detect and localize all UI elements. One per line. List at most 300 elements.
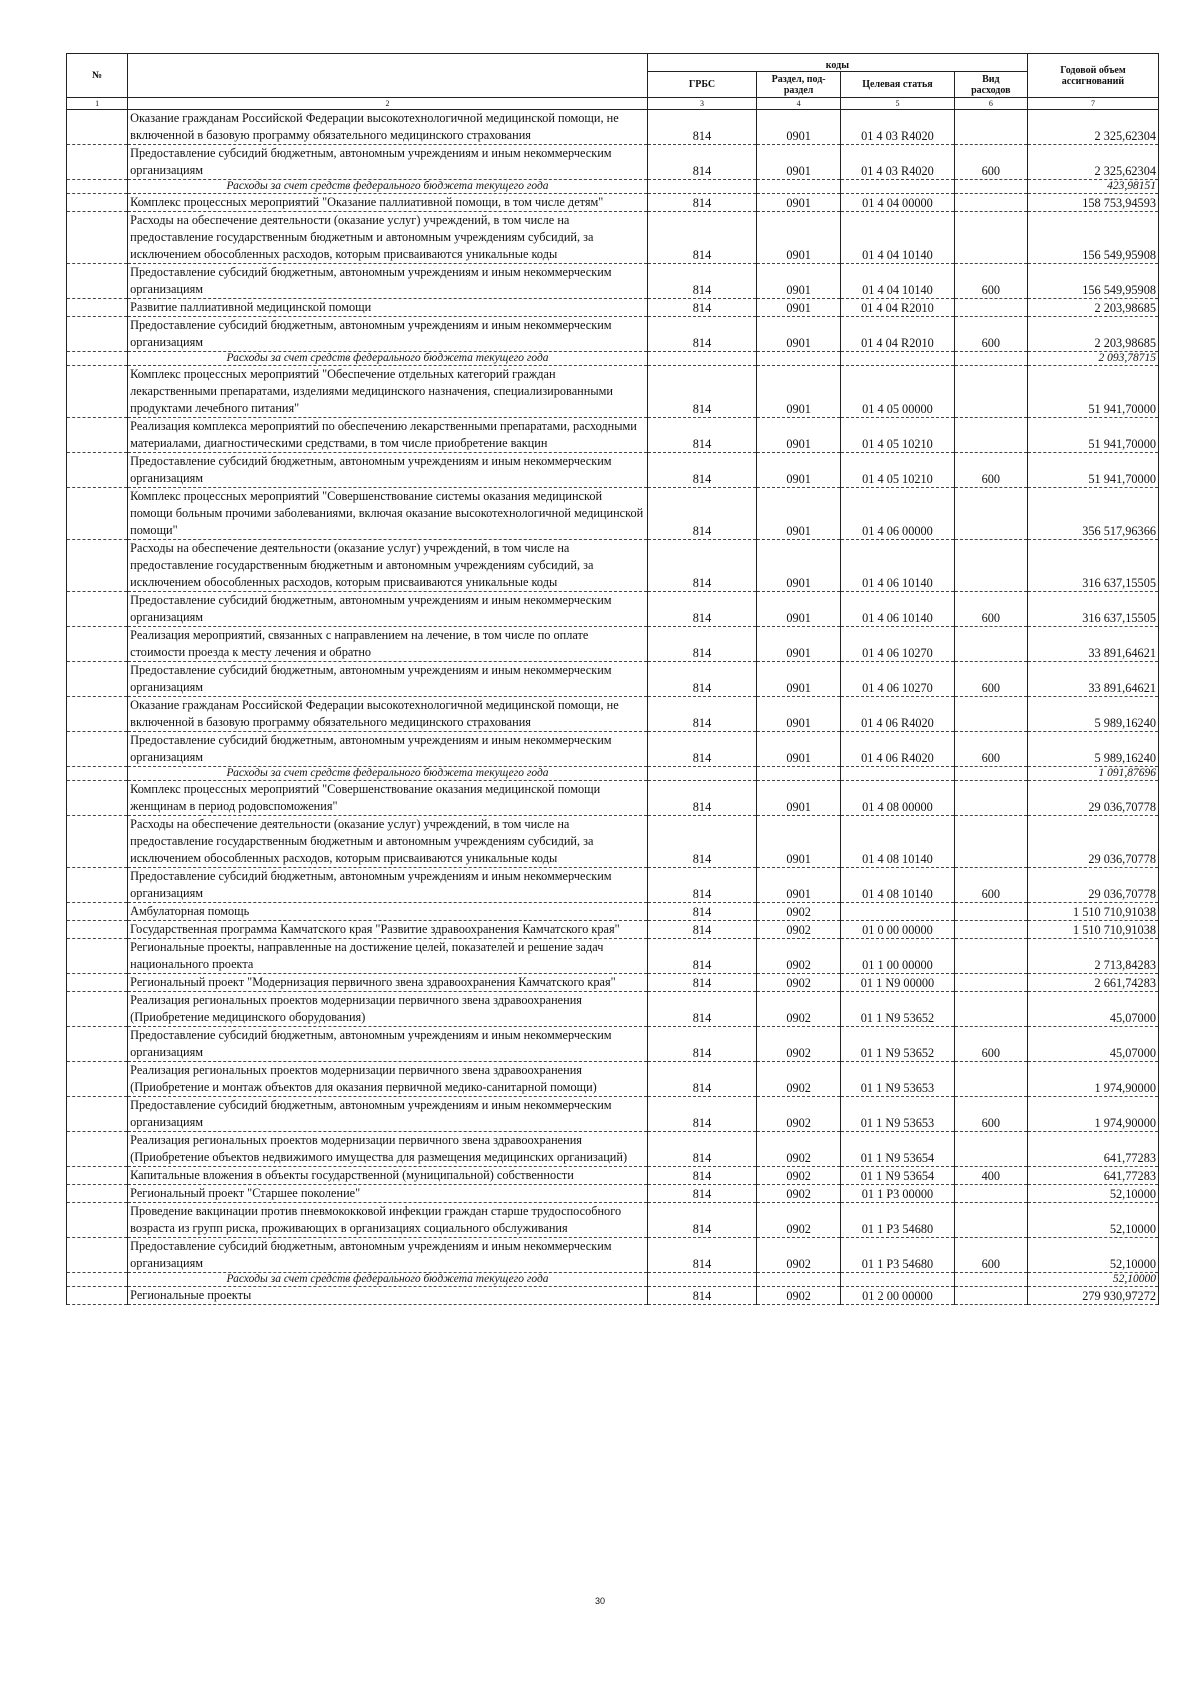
table-row: [67, 366, 1159, 418]
row-expense-type: [954, 697, 1027, 732]
row-razdel: 0901: [757, 627, 841, 662]
row-expense-type: [954, 418, 1027, 453]
row-razdel: 0902: [757, 1062, 841, 1097]
table-row: [67, 1027, 1159, 1062]
row-number-cell: [67, 1287, 128, 1305]
row-target-article: 01 4 05 00000: [841, 366, 955, 418]
row-name: Предоставление субсидий бюджетным, автономным учреждениям и иным некоммерческим организациям: [128, 732, 648, 767]
row-expense-type: [954, 1273, 1027, 1287]
row-target-article: 01 1 P3 54680: [841, 1238, 955, 1273]
row-grbs: 814: [647, 299, 756, 317]
row-expense-type: [954, 903, 1027, 921]
row-expense-type: 600: [954, 264, 1027, 299]
federal-budget-row: [67, 767, 1159, 781]
row-grbs: 814: [647, 974, 756, 992]
row-expense-type: 600: [954, 732, 1027, 767]
row-name: Предоставление субсидий бюджетным, автономным учреждениям и иным некоммерческим организациям: [128, 868, 648, 903]
column-number: 3: [647, 98, 756, 110]
row-number-cell: [67, 868, 128, 903]
row-number-cell: [67, 592, 128, 627]
row-number-cell: [67, 816, 128, 868]
table-row: [67, 816, 1159, 868]
row-name: Реализация комплекса мероприятий по обеспечению лекарственными препаратами, расходными материалами, диагностическими средствами, в том числе приобретение вакцин: [128, 418, 648, 453]
row-expense-type: [954, 1185, 1027, 1203]
row-grbs: 814: [647, 592, 756, 627]
row-amount: 316 637,15505: [1027, 592, 1158, 627]
row-name: Региональный проект "Старшее поколение": [128, 1185, 648, 1203]
table-row: [67, 540, 1159, 592]
row-number-cell: [67, 194, 128, 212]
row-grbs: 814: [647, 145, 756, 180]
row-amount: 52,10000: [1027, 1273, 1158, 1287]
row-razdel: 0901: [757, 816, 841, 868]
row-amount: 2 325,62304: [1027, 145, 1158, 180]
row-razdel: 0902: [757, 1185, 841, 1203]
row-number-cell: [67, 264, 128, 299]
row-name: Реализация региональных проектов модернизации первичного звена здравоохранения (Приобретение и монтаж объектов для оказания первичной медико-санитарной помощи): [128, 1062, 648, 1097]
row-name: Оказание гражданам Российской Федерации высокотехнологичной медицинской помощи, не включенной в базовую программу обязательного медицинского страхования: [128, 110, 648, 145]
row-razdel: [757, 767, 841, 781]
row-grbs: 814: [647, 662, 756, 697]
row-expense-type: 600: [954, 453, 1027, 488]
table-body: [67, 110, 1159, 1305]
row-number-cell: [67, 488, 128, 540]
row-target-article: [841, 1273, 955, 1287]
row-number-cell: [67, 540, 128, 592]
table-row: [67, 1097, 1159, 1132]
table-row: [67, 264, 1159, 299]
row-name: Проведение вакцинации против пневмококковой инфекции граждан старше трудоспособного возраста из групп риска, проживающих в организациях социального обслуживания: [128, 1203, 648, 1238]
row-razdel: 0901: [757, 110, 841, 145]
column-number: 4: [757, 98, 841, 110]
row-target-article: 01 0 00 00000: [841, 921, 955, 939]
row-target-article: [841, 903, 955, 921]
row-expense-type: [954, 921, 1027, 939]
table-row: [67, 110, 1159, 145]
row-amount: 1 091,87696: [1027, 767, 1158, 781]
row-grbs: 814: [647, 366, 756, 418]
row-razdel: [757, 352, 841, 366]
row-razdel: 0902: [757, 1132, 841, 1167]
row-expense-type: [954, 488, 1027, 540]
row-number-cell: [67, 939, 128, 974]
table-row: [67, 662, 1159, 697]
row-number-cell: [67, 697, 128, 732]
row-number-cell: [67, 299, 128, 317]
row-name: Предоставление субсидий бюджетным, автономным учреждениям и иным некоммерческим организациям: [128, 662, 648, 697]
table-row: [67, 145, 1159, 180]
row-number-cell: [67, 418, 128, 453]
row-expense-type: [954, 352, 1027, 366]
row-grbs: [647, 352, 756, 366]
row-number-cell: [67, 453, 128, 488]
row-expense-type: 600: [954, 317, 1027, 352]
row-grbs: 814: [647, 732, 756, 767]
row-number-cell: [67, 110, 128, 145]
row-name: Амбулаторная помощь: [128, 903, 648, 921]
budget-table-page: [66, 53, 1159, 1305]
row-grbs: 814: [647, 921, 756, 939]
table-row: [67, 627, 1159, 662]
row-razdel: 0901: [757, 697, 841, 732]
row-grbs: 814: [647, 939, 756, 974]
row-target-article: 01 4 05 10210: [841, 453, 955, 488]
column-number: 5: [841, 98, 955, 110]
row-name: Реализация региональных проектов модернизации первичного звена здравоохранения (Приобретение медицинского оборудования): [128, 992, 648, 1027]
table-row: [67, 1185, 1159, 1203]
table-row: [67, 1132, 1159, 1167]
federal-budget-row: [67, 352, 1159, 366]
row-grbs: 814: [647, 540, 756, 592]
row-target-article: 01 4 06 00000: [841, 488, 955, 540]
row-amount: 29 036,70778: [1027, 868, 1158, 903]
row-target-article: 01 4 04 R2010: [841, 299, 955, 317]
row-expense-type: [954, 212, 1027, 264]
row-name: Государственная программа Камчатского края "Развитие здравоохранения Камчатского края": [128, 921, 648, 939]
row-grbs: [647, 1273, 756, 1287]
header-name: [128, 54, 648, 98]
table-row: [67, 974, 1159, 992]
row-razdel: 0901: [757, 145, 841, 180]
row-razdel: 0901: [757, 212, 841, 264]
row-number-cell: [67, 366, 128, 418]
row-name: Оказание гражданам Российской Федерации высокотехнологичной медицинской помощи, не включенной в базовую программу обязательного медицинского страхования: [128, 697, 648, 732]
row-razdel: 0902: [757, 1203, 841, 1238]
header-codes: коды: [647, 54, 1027, 72]
table-row: [67, 1203, 1159, 1238]
row-expense-type: 600: [954, 1027, 1027, 1062]
row-number-cell: [67, 781, 128, 816]
row-razdel: [757, 1273, 841, 1287]
header-annual-volume: Годовой объем ассигнований: [1027, 54, 1158, 98]
row-amount: 279 930,97272: [1027, 1287, 1158, 1305]
row-name: Расходы за счет средств федерального бюджета текущего года: [128, 180, 648, 194]
row-expense-type: [954, 1062, 1027, 1097]
row-name: Региональные проекты: [128, 1287, 648, 1305]
row-target-article: 01 4 06 R4020: [841, 697, 955, 732]
header-num: №: [67, 54, 128, 98]
row-number-cell: [67, 145, 128, 180]
row-amount: 2 661,74283: [1027, 974, 1158, 992]
row-name: Предоставление субсидий бюджетным, автономным учреждениям и иным некоммерческим организациям: [128, 1027, 648, 1062]
row-amount: 641,77283: [1027, 1132, 1158, 1167]
row-grbs: 814: [647, 1132, 756, 1167]
row-amount: 33 891,64621: [1027, 627, 1158, 662]
row-razdel: 0902: [757, 1167, 841, 1185]
row-number-cell: [67, 1273, 128, 1287]
row-razdel: 0901: [757, 418, 841, 453]
row-target-article: 01 1 N9 53652: [841, 992, 955, 1027]
row-number-cell: [67, 903, 128, 921]
table-row: [67, 697, 1159, 732]
row-grbs: 814: [647, 453, 756, 488]
row-grbs: 814: [647, 903, 756, 921]
row-number-cell: [67, 1167, 128, 1185]
row-target-article: 01 4 04 10140: [841, 212, 955, 264]
row-name: Предоставление субсидий бюджетным, автономным учреждениям и иным некоммерческим организациям: [128, 264, 648, 299]
row-razdel: 0901: [757, 299, 841, 317]
header-expense-type: Вид расходов: [954, 72, 1027, 98]
row-razdel: 0901: [757, 317, 841, 352]
row-amount: 51 941,70000: [1027, 418, 1158, 453]
row-grbs: 814: [647, 110, 756, 145]
row-number-cell: [67, 662, 128, 697]
row-target-article: 01 4 06 10270: [841, 627, 955, 662]
row-target-article: 01 4 06 R4020: [841, 732, 955, 767]
row-number-cell: [67, 1132, 128, 1167]
table-row: [67, 488, 1159, 540]
row-grbs: 814: [647, 418, 756, 453]
row-target-article: 01 4 08 10140: [841, 868, 955, 903]
row-expense-type: [954, 939, 1027, 974]
row-target-article: 01 4 04 00000: [841, 194, 955, 212]
row-name: Реализация региональных проектов модернизации первичного звена здравоохранения (Приобретение объектов недвижимого имущества для размещения медицинских организаций): [128, 1132, 648, 1167]
row-grbs: 814: [647, 264, 756, 299]
row-name: Предоставление субсидий бюджетным, автономным учреждениям и иным некоммерческим организациям: [128, 453, 648, 488]
row-grbs: 814: [647, 1027, 756, 1062]
row-amount: 45,07000: [1027, 992, 1158, 1027]
row-target-article: [841, 352, 955, 366]
row-target-article: 01 4 03 R4020: [841, 145, 955, 180]
row-razdel: 0902: [757, 1238, 841, 1273]
row-target-article: 01 1 N9 00000: [841, 974, 955, 992]
row-amount: 2 203,98685: [1027, 317, 1158, 352]
row-expense-type: 600: [954, 662, 1027, 697]
row-number-cell: [67, 921, 128, 939]
row-target-article: 01 1 N9 53653: [841, 1097, 955, 1132]
row-target-article: 01 4 08 10140: [841, 816, 955, 868]
row-expense-type: 600: [954, 592, 1027, 627]
row-expense-type: [954, 540, 1027, 592]
row-grbs: [647, 767, 756, 781]
table-row: [67, 939, 1159, 974]
row-grbs: 814: [647, 1203, 756, 1238]
row-razdel: 0901: [757, 540, 841, 592]
row-number-cell: [67, 732, 128, 767]
row-expense-type: 600: [954, 1097, 1027, 1132]
row-target-article: 01 4 06 10140: [841, 592, 955, 627]
row-target-article: [841, 180, 955, 194]
row-razdel: 0902: [757, 903, 841, 921]
row-grbs: 814: [647, 627, 756, 662]
row-razdel: 0901: [757, 781, 841, 816]
row-name: Предоставление субсидий бюджетным, автономным учреждениям и иным некоммерческим организациям: [128, 592, 648, 627]
row-razdel: 0901: [757, 264, 841, 299]
row-amount: 45,07000: [1027, 1027, 1158, 1062]
row-razdel: 0901: [757, 453, 841, 488]
row-number-cell: [67, 352, 128, 366]
row-amount: 51 941,70000: [1027, 453, 1158, 488]
row-number-cell: [67, 212, 128, 264]
row-razdel: 0902: [757, 974, 841, 992]
federal-budget-row: [67, 1273, 1159, 1287]
row-razdel: 0902: [757, 1287, 841, 1305]
row-number-cell: [67, 992, 128, 1027]
row-name: Предоставление субсидий бюджетным, автономным учреждениям и иным некоммерческим организациям: [128, 1238, 648, 1273]
row-amount: 2 713,84283: [1027, 939, 1158, 974]
table-row: [67, 194, 1159, 212]
row-expense-type: [954, 180, 1027, 194]
row-number-cell: [67, 1185, 128, 1203]
row-grbs: 814: [647, 1167, 756, 1185]
row-razdel: 0901: [757, 488, 841, 540]
table-row: [67, 1062, 1159, 1097]
row-amount: 156 549,95908: [1027, 212, 1158, 264]
row-number-cell: [67, 1097, 128, 1132]
row-expense-type: [954, 1287, 1027, 1305]
row-amount: 316 637,15505: [1027, 540, 1158, 592]
row-expense-type: 600: [954, 1238, 1027, 1273]
row-target-article: [841, 767, 955, 781]
row-grbs: 814: [647, 1097, 756, 1132]
row-number-cell: [67, 180, 128, 194]
row-amount: 52,10000: [1027, 1185, 1158, 1203]
row-number-cell: [67, 1027, 128, 1062]
row-number-cell: [67, 1203, 128, 1238]
row-grbs: 814: [647, 992, 756, 1027]
row-amount: 5 989,16240: [1027, 697, 1158, 732]
row-razdel: 0902: [757, 1027, 841, 1062]
row-target-article: 01 4 04 R2010: [841, 317, 955, 352]
row-amount: 29 036,70778: [1027, 781, 1158, 816]
row-target-article: 01 2 00 00000: [841, 1287, 955, 1305]
row-amount: 5 989,16240: [1027, 732, 1158, 767]
row-number-cell: [67, 317, 128, 352]
row-name: Расходы на обеспечение деятельности (оказание услуг) учреждений, в том числе на предоставление государственным бюджетным и автономным учреждениям субсидий, за исключением обособленных расходов, которым присваиваются уникальные коды: [128, 212, 648, 264]
row-name: Развитие паллиативной медицинской помощи: [128, 299, 648, 317]
table-row: [67, 418, 1159, 453]
row-name: Региональные проекты, направленные на достижение целей, показателей и решение задач национального проекта: [128, 939, 648, 974]
column-number: 6: [954, 98, 1027, 110]
row-target-article: 01 4 08 00000: [841, 781, 955, 816]
row-amount: 1 974,90000: [1027, 1097, 1158, 1132]
table-row: [67, 992, 1159, 1027]
row-amount: 51 941,70000: [1027, 366, 1158, 418]
row-target-article: 01 1 N9 53654: [841, 1167, 955, 1185]
row-amount: 2 325,62304: [1027, 110, 1158, 145]
row-grbs: 814: [647, 781, 756, 816]
row-expense-type: [954, 781, 1027, 816]
row-grbs: 814: [647, 868, 756, 903]
row-amount: 52,10000: [1027, 1238, 1158, 1273]
row-target-article: 01 4 06 10270: [841, 662, 955, 697]
row-razdel: 0902: [757, 992, 841, 1027]
row-grbs: 814: [647, 697, 756, 732]
row-grbs: 814: [647, 816, 756, 868]
row-amount: 2 093,78715: [1027, 352, 1158, 366]
table-row: [67, 903, 1159, 921]
row-expense-type: [954, 299, 1027, 317]
row-number-cell: [67, 1062, 128, 1097]
row-number-cell: [67, 767, 128, 781]
row-target-article: 01 1 N9 53654: [841, 1132, 955, 1167]
row-expense-type: [954, 816, 1027, 868]
row-amount: 356 517,96366: [1027, 488, 1158, 540]
table-row: [67, 1287, 1159, 1305]
table-row: [67, 212, 1159, 264]
row-razdel: 0901: [757, 592, 841, 627]
column-numbers-row: [67, 98, 1159, 110]
row-amount: 641,77283: [1027, 1167, 1158, 1185]
row-amount: 158 753,94593: [1027, 194, 1158, 212]
row-razdel: [757, 180, 841, 194]
row-grbs: 814: [647, 194, 756, 212]
table-row: [67, 921, 1159, 939]
row-razdel: 0902: [757, 1097, 841, 1132]
budget-table: [66, 53, 1159, 1305]
column-number: 1: [67, 98, 128, 110]
table-row: [67, 781, 1159, 816]
row-target-article: 01 1 00 00000: [841, 939, 955, 974]
row-amount: 1 510 710,91038: [1027, 903, 1158, 921]
row-expense-type: [954, 992, 1027, 1027]
row-expense-type: [954, 1132, 1027, 1167]
row-name: Расходы на обеспечение деятельности (оказание услуг) учреждений, в том числе на предоставление государственным бюджетным и автономным учреждениям субсидий, за исключением обособленных расходов, которым присваиваются уникальные коды: [128, 816, 648, 868]
row-amount: 1 510 710,91038: [1027, 921, 1158, 939]
row-expense-type: [954, 194, 1027, 212]
row-amount: 33 891,64621: [1027, 662, 1158, 697]
row-target-article: 01 1 N9 53653: [841, 1062, 955, 1097]
row-expense-type: [954, 1203, 1027, 1238]
row-name: Комплекс процессных мероприятий "Совершенствование оказания медицинской помощи женщинам в период родовспоможения": [128, 781, 648, 816]
row-razdel: 0901: [757, 732, 841, 767]
table-row: [67, 732, 1159, 767]
row-expense-type: [954, 627, 1027, 662]
row-name: Предоставление субсидий бюджетным, автономным учреждениям и иным некоммерческим организациям: [128, 145, 648, 180]
row-number-cell: [67, 1238, 128, 1273]
row-grbs: 814: [647, 1185, 756, 1203]
row-amount: 156 549,95908: [1027, 264, 1158, 299]
row-target-article: 01 4 04 10140: [841, 264, 955, 299]
row-grbs: 814: [647, 1287, 756, 1305]
row-name: Предоставление субсидий бюджетным, автономным учреждениям и иным некоммерческим организациям: [128, 317, 648, 352]
header-grbs: ГРБС: [647, 72, 756, 98]
row-name: Расходы за счет средств федерального бюджета текущего года: [128, 1273, 648, 1287]
row-grbs: [647, 180, 756, 194]
row-razdel: 0902: [757, 939, 841, 974]
row-expense-type: [954, 974, 1027, 992]
row-name: Расходы за счет средств федерального бюджета текущего года: [128, 352, 648, 366]
row-grbs: 814: [647, 1238, 756, 1273]
row-expense-type: [954, 767, 1027, 781]
row-expense-type: 400: [954, 1167, 1027, 1185]
row-amount: 52,10000: [1027, 1203, 1158, 1238]
federal-budget-row: [67, 180, 1159, 194]
row-razdel: 0901: [757, 868, 841, 903]
row-name: Предоставление субсидий бюджетным, автономным учреждениям и иным некоммерческим организациям: [128, 1097, 648, 1132]
row-expense-type: 600: [954, 868, 1027, 903]
table-row: [67, 1167, 1159, 1185]
column-number: 2: [128, 98, 648, 110]
row-amount: 29 036,70778: [1027, 816, 1158, 868]
row-target-article: 01 4 05 10210: [841, 418, 955, 453]
row-name: Расходы на обеспечение деятельности (оказание услуг) учреждений, в том числе на предоставление государственным бюджетным и автономным учреждениям субсидий, за исключением обособленных расходов, которым присваиваются уникальные коды: [128, 540, 648, 592]
row-name: Расходы за счет средств федерального бюджета текущего года: [128, 767, 648, 781]
row-razdel: 0901: [757, 662, 841, 697]
row-amount: 423,98151: [1027, 180, 1158, 194]
row-number-cell: [67, 974, 128, 992]
row-amount: 2 203,98685: [1027, 299, 1158, 317]
row-target-article: 01 4 03 R4020: [841, 110, 955, 145]
header-target-article: Целевая статья: [841, 72, 955, 98]
row-razdel: 0901: [757, 366, 841, 418]
row-razdel: 0901: [757, 194, 841, 212]
row-target-article: 01 4 06 10140: [841, 540, 955, 592]
table-row: [67, 592, 1159, 627]
table-row: [67, 317, 1159, 352]
row-grbs: 814: [647, 1062, 756, 1097]
table-row: [67, 453, 1159, 488]
